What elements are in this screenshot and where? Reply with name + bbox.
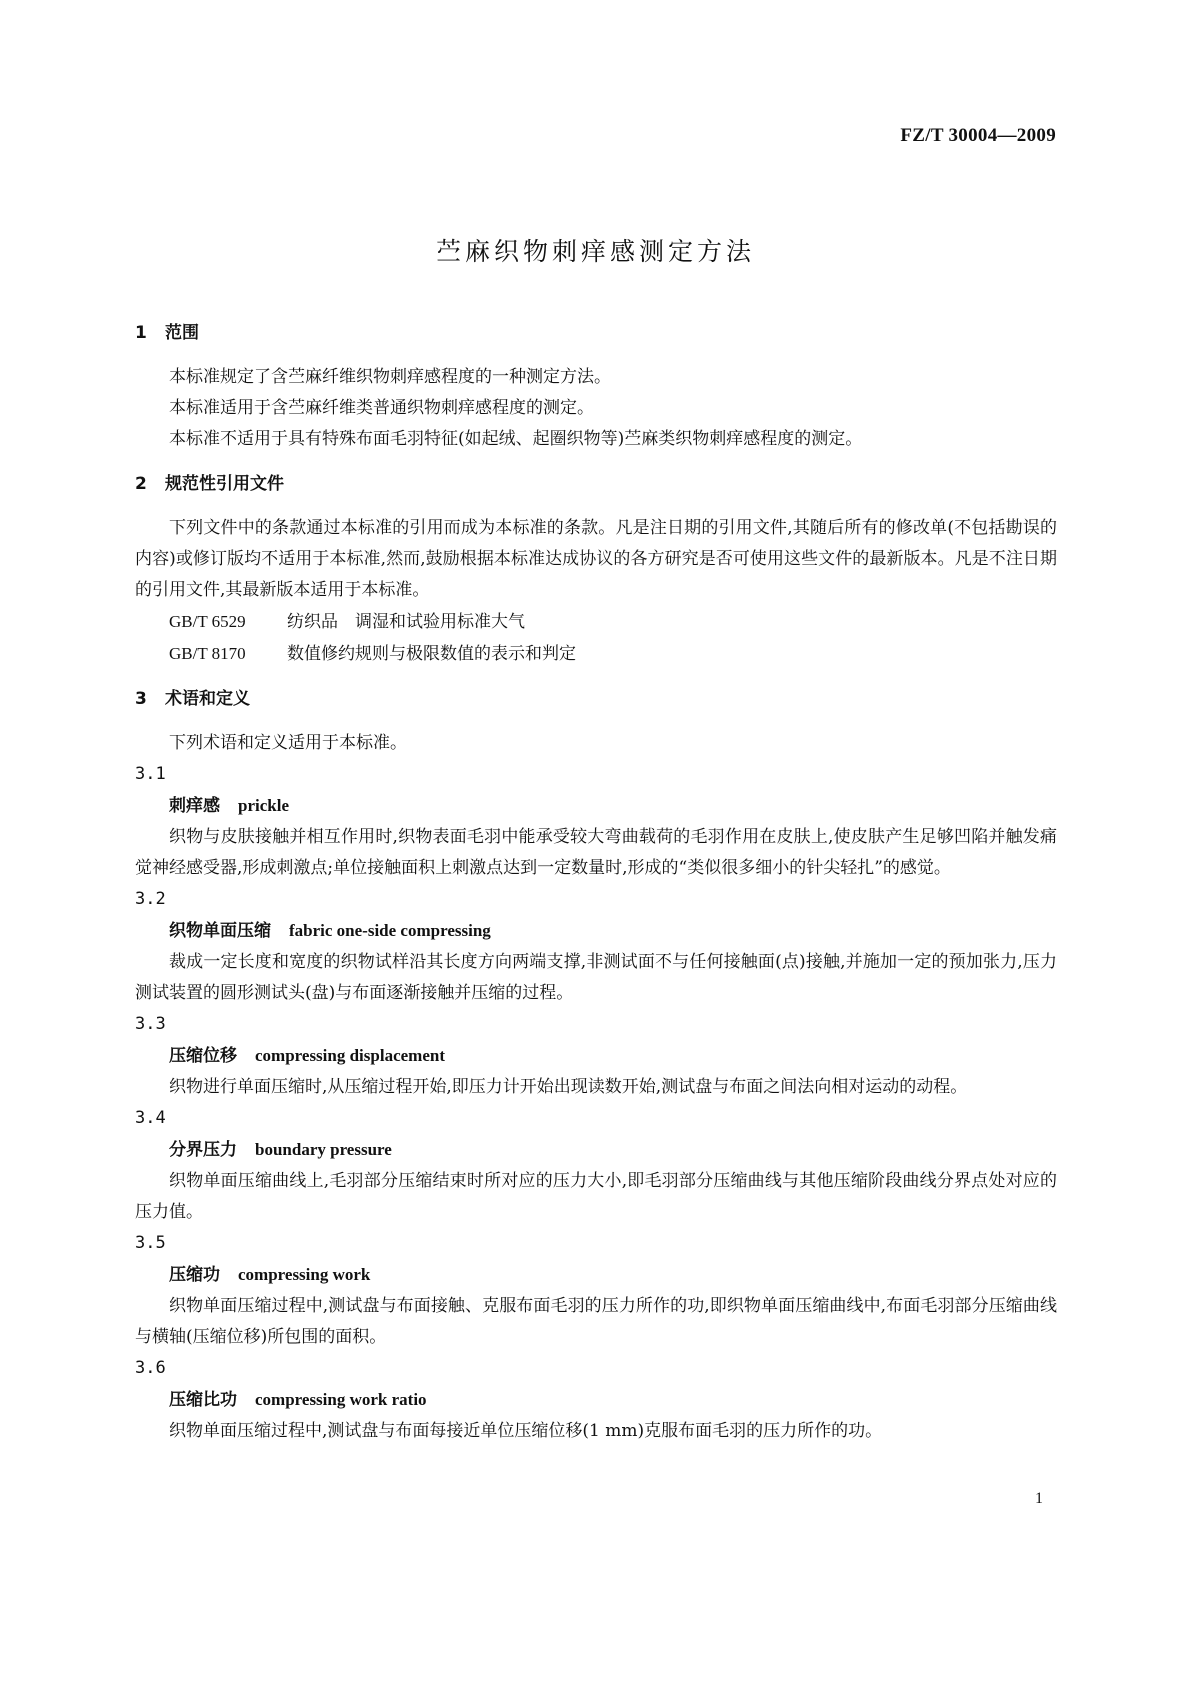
term-definition: 织物单面压缩过程中,测试盘与布面每接近单位压缩位移(1 mm)克服布面毛羽的压力所作的功。 bbox=[169, 1421, 883, 1441]
term-name-zh: 刺痒感 bbox=[169, 796, 220, 816]
term-name-en: compressing displacement bbox=[255, 1046, 445, 1065]
reference-code: GB/T 8170 bbox=[169, 644, 246, 663]
term-name bbox=[169, 1134, 1057, 1166]
section-3-heading bbox=[135, 684, 1057, 715]
standard-code: FZ/T 30004—2009 bbox=[900, 125, 1056, 146]
document-body bbox=[135, 318, 1057, 1447]
term-name-zh: 压缩比功 bbox=[169, 1390, 237, 1410]
term-number: 3.4 bbox=[135, 1108, 166, 1128]
term-definition: 织物进行单面压缩时,从压缩过程开始,即压力计开始出现读数开始,测试盘与布面之间法向相对运动的动程。 bbox=[169, 1077, 968, 1097]
reference-item bbox=[169, 638, 1057, 670]
section-1-paragraph: 本标准不适用于具有特殊布面毛羽特征(如起绒、起圈织物等)苎麻类织物刺痒感程度的测定。 bbox=[169, 429, 863, 449]
term-name-en: compressing work ratio bbox=[255, 1390, 427, 1409]
section-2-heading bbox=[135, 469, 1057, 500]
page-number: 1 bbox=[1035, 1490, 1043, 1507]
term-name-en: prickle bbox=[238, 796, 289, 815]
section-title: 规范性引用文件 bbox=[165, 474, 284, 494]
section-number: 2 bbox=[135, 474, 147, 494]
term-name-zh: 织物单面压缩 bbox=[169, 921, 271, 941]
term-name bbox=[169, 1384, 1057, 1416]
term-number: 3.2 bbox=[135, 889, 166, 909]
term-definition: 织物与皮肤接触并相互作用时,织物表面毛羽中能承受较大弯曲载荷的毛羽作用在皮肤上,使皮肤产生足够凹陷并触发痛觉神经感受器,形成刺激点;单位接触面积上刺激点达到一定数量时,形成的“类似很多细小的针尖轻扎”的感觉。 bbox=[135, 827, 1057, 878]
term-definition: 织物单面压缩曲线上,毛羽部分压缩结束时所对应的压力大小,即毛羽部分压缩曲线与其他压缩阶段曲线分界点处对应的压力值。 bbox=[135, 1171, 1057, 1222]
term-number: 3.5 bbox=[135, 1233, 166, 1253]
term-name-en: boundary pressure bbox=[255, 1140, 392, 1159]
section-number: 1 bbox=[135, 323, 147, 343]
section-3-intro: 下列术语和定义适用于本标准。 bbox=[169, 733, 407, 753]
document-title: 苎麻织物刺痒感测定方法 bbox=[435, 237, 755, 266]
section-title: 术语和定义 bbox=[165, 689, 250, 709]
section-1-paragraph: 本标准规定了含苎麻纤维织物刺痒感程度的一种测定方法。 bbox=[169, 367, 611, 387]
term-number: 3.3 bbox=[135, 1014, 166, 1034]
reference-title: 数值修约规则与极限数值的表示和判定 bbox=[287, 644, 576, 664]
term-name-zh: 压缩位移 bbox=[169, 1046, 237, 1066]
term-name bbox=[169, 790, 1057, 822]
term-name bbox=[169, 1040, 1057, 1072]
term-name-en: fabric one-side compressing bbox=[289, 921, 491, 940]
section-title: 范围 bbox=[165, 323, 199, 343]
reference-code: GB/T 6529 bbox=[169, 612, 246, 631]
term-definition: 裁成一定长度和宽度的织物试样沿其长度方向两端支撑,非测试面不与任何接触面(点)接触,并施加一定的预加张力,压力测试装置的圆形测试头(盘)与布面逐渐接触并压缩的过程。 bbox=[135, 952, 1057, 1003]
section-number: 3 bbox=[135, 689, 147, 709]
term-name bbox=[169, 915, 1057, 947]
reference-title: 纺织品 调湿和试验用标准大气 bbox=[287, 612, 525, 632]
term-number: 3.6 bbox=[135, 1358, 166, 1378]
term-name-zh: 压缩功 bbox=[169, 1265, 220, 1285]
reference-item bbox=[169, 606, 1057, 638]
term-name-zh: 分界压力 bbox=[169, 1140, 237, 1160]
term-definition: 织物单面压缩过程中,测试盘与布面接触、克服布面毛羽的压力所作的功,即织物单面压缩曲线中,布面毛羽部分压缩曲线与横轴(压缩位移)所包围的面积。 bbox=[135, 1296, 1057, 1347]
section-1-paragraph: 本标准适用于含苎麻纤维类普通织物刺痒感程度的测定。 bbox=[169, 398, 594, 418]
term-name-en: compressing work bbox=[238, 1265, 371, 1284]
term-number: 3.1 bbox=[135, 764, 166, 784]
section-1-heading bbox=[135, 318, 1057, 349]
section-2-paragraph: 下列文件中的条款通过本标准的引用而成为本标准的条款。凡是注日期的引用文件,其随后所有的修改单(不包括勘误的内容)或修订版均不适用于本标准,然而,鼓励根据本标准达成协议的各方研究是否可使用这些文件的最新版本。凡是不注日期的引用文件,其最新版本适用于本标准。 bbox=[135, 518, 1057, 600]
term-name bbox=[169, 1259, 1057, 1291]
